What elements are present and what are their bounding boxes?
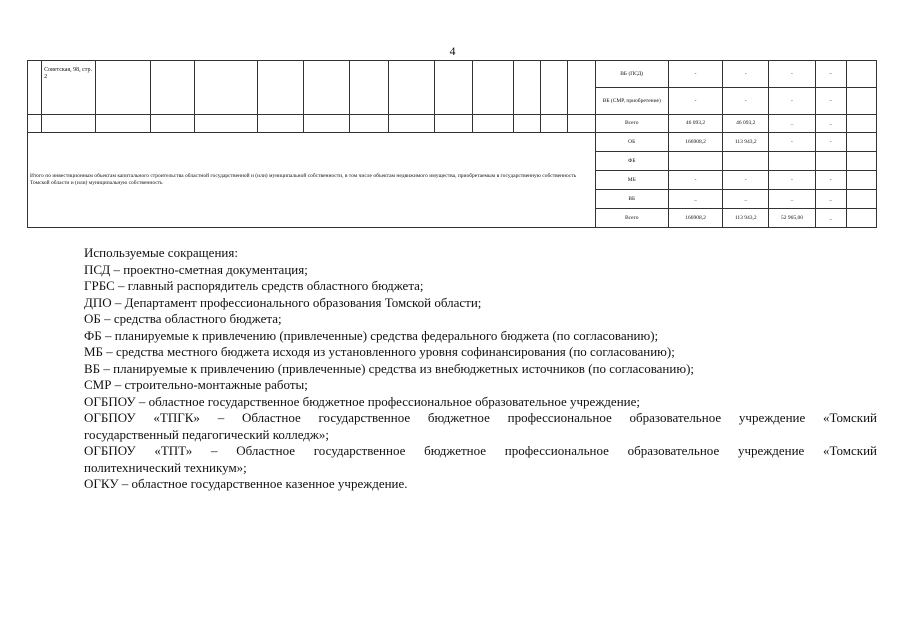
value-cell — [815, 152, 846, 171]
value-cell: - — [723, 171, 769, 190]
value-cell: 46 093,2 — [723, 115, 769, 133]
value-cell: 46 093,2 — [668, 115, 722, 133]
source-label: Всего — [595, 209, 668, 228]
address-cell: Советская, 98, стр. 2 — [42, 61, 96, 115]
value-cell — [723, 152, 769, 171]
value-cell: _ — [769, 190, 815, 209]
table-row — [28, 61, 877, 88]
abbreviation-item: ПСД – проектно-сметная документация; — [84, 261, 308, 277]
value-cell: - — [769, 88, 815, 115]
value-cell: _ — [723, 190, 769, 209]
value-cell: 113 943,2 — [723, 133, 769, 152]
page-number: 4 — [449, 44, 456, 58]
total-description: Итого по инвестиционным объектам капитального строительства областной государственной и (или) муниципальной собственности, в том числе объектам недвижимого имущества, приобретаемым в государственную собственность Томской области и (или) муниципальную собственность — [28, 133, 596, 228]
abbreviation-item: политехнический техникум»; — [84, 459, 247, 475]
value-cell: 166908,2 — [668, 133, 722, 152]
source-label: МБ — [595, 171, 668, 190]
value-cell: - — [668, 88, 722, 115]
table-row — [28, 115, 877, 133]
source-label: ВБ — [595, 190, 668, 209]
source-label: ВБ (ПСД) — [595, 61, 668, 88]
abbreviation-item: ВБ – планируемые к привлечению (привлеченные) средства из внебюджетных источников (по согласованию); — [84, 360, 695, 376]
value-cell: _ — [815, 115, 846, 133]
abbreviation-item: ОГБПОУ «ТПТ» – Областное государственное бюджетное профессиональное образовательное учреждение «Томский — [84, 443, 877, 458]
value-cell: 166908,2 — [668, 209, 722, 228]
table-row — [28, 133, 877, 152]
abbreviations-section — [84, 245, 877, 493]
abbreviation-item: ГРБС – главный распорядитель средств областного бюджета; — [84, 278, 424, 293]
value-cell: - — [815, 133, 846, 152]
value-cell: – — [815, 88, 846, 115]
value-cell — [769, 152, 815, 171]
source-label: ОБ — [595, 133, 668, 152]
abbreviation-item: МБ – средства местного бюджета исходя из установленного уровня софинансирования (по согласованию); — [84, 344, 675, 359]
value-cell: _ — [668, 190, 722, 209]
abbreviation-item: государственный педагогический колледж»; — [84, 426, 330, 442]
value-cell: – — [815, 61, 846, 88]
value-cell: - — [769, 133, 815, 152]
value-cell: - — [668, 61, 722, 88]
value-cell: - — [769, 171, 815, 190]
value-cell: _ — [815, 190, 846, 209]
value-cell: - — [815, 171, 846, 190]
abbreviation-item: ФБ – планируемые к привлечению (привлеченные) средства федерального бюджета (по согласованию); — [84, 327, 659, 343]
source-label: ФБ — [595, 152, 668, 171]
value-cell: - — [769, 61, 815, 88]
value-cell: 113 943,2 — [723, 209, 769, 228]
abbreviation-item: ОГБПОУ – областное государственное бюджетное профессиональное образовательное учреждение; — [84, 393, 640, 409]
abbreviation-item: ДПО – Департамент профессионального образования Томской области; — [84, 294, 482, 310]
value-cell: _ — [815, 209, 846, 228]
abbreviation-item: ОГБПОУ «ТПГК» – Областное государственное бюджетное профессиональное образовательное учреждение «Томский — [84, 410, 877, 425]
source-label: Всего — [595, 115, 668, 133]
source-label: ВБ (СМР, приобретение) — [595, 88, 668, 115]
value-cell: - — [723, 88, 769, 115]
value-cell: 52 965,00 — [769, 209, 815, 228]
value-cell: _ — [769, 115, 815, 133]
value-cell: - — [668, 171, 722, 190]
budget-table — [27, 60, 877, 228]
value-cell — [668, 152, 722, 171]
abbreviations-title: Используемые сокращения: — [84, 245, 238, 260]
abbreviation-item: ОБ – средства областного бюджета; — [84, 311, 282, 326]
value-cell: - — [723, 61, 769, 88]
abbreviation-item: ОГКУ – областное государственное казенное учреждение. — [84, 476, 408, 491]
abbreviation-item: СМР – строительно-монтажные работы; — [84, 377, 308, 392]
